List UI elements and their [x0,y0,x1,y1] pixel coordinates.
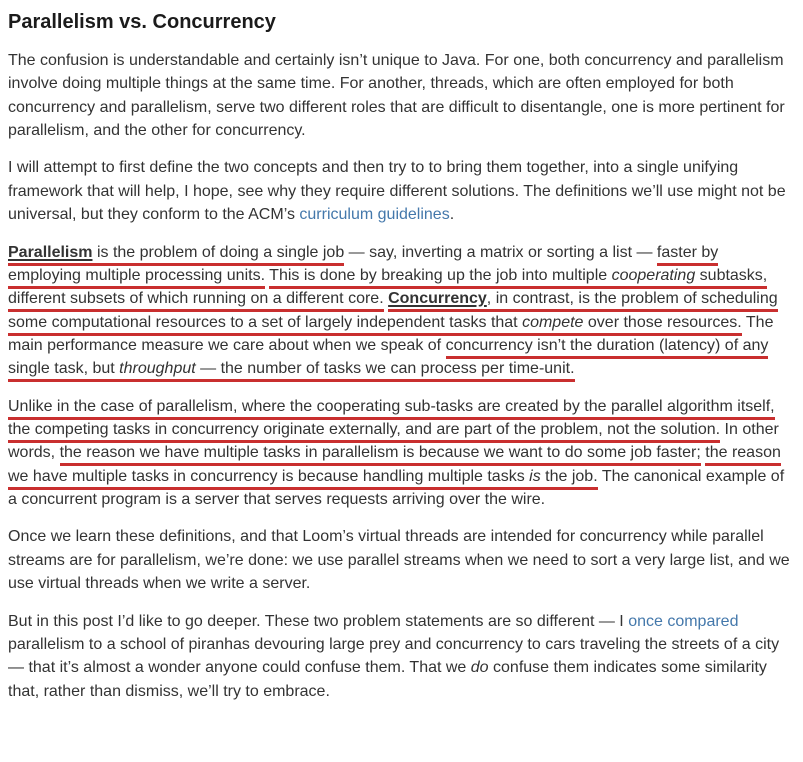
text-run: In other words, [8,421,779,462]
text-run: do [470,659,489,677]
text-run: . [449,206,455,224]
text-run: Once we learn these definitions, and that Loom’s virtual threads are intended for concurrency while parallel streams are for parallelism, we’re done: we use parallel streams when we need to sort a very large list, and we use virtual threads when we write a server. [8,528,790,593]
paragraph-1 [8,49,795,142]
text-run: cooperating [612,267,696,289]
paragraph-3 [8,241,795,381]
text-run: , in contrast, is the problem of scheduling some computational resources to a set of largely independent tasks that [8,290,778,335]
text-run: But in this post I’d like to go deeper. These two problem statements are so different — I [8,612,629,630]
text-run: — say, inverting a matrix or sorting a list — [344,243,657,261]
term-parallelism: Parallelism [8,244,93,266]
text-run: the reason we have multiple tasks in concurrency is because handling multiple tasks [8,444,781,489]
text-run: The canonical example of a concurrent program is a server that serves requests arriving over the wire. [8,467,785,509]
page-title: Parallelism vs. Concurrency [8,11,276,33]
link-once-compared[interactable]: once compared [628,612,739,630]
term-concurrency: Concurrency [388,290,487,312]
link-curriculum-guidelines[interactable]: curriculum guidelines [299,206,450,224]
text-run: is the problem of doing a single job [93,244,345,266]
text-run: This is done by breaking up the job into multiple [269,267,611,289]
text-run: is [529,468,541,490]
text-run: the job. [541,468,598,490]
text-run: The main performance measure we care about when we speak of [8,313,774,354]
text-run: subtasks, different subsets of which running on a different core. [8,267,767,312]
text-run: concurrency isn’t the duration (latency) of any single task, but [8,337,768,382]
text-run: I will attempt to first define the two concepts and then try to to bring them together, into a single unifying framework that will help, I hope, see why they require different solutions. The definitions we’ll use might not be universal, but they conform to the ACM’s [8,159,786,224]
text-run: faster by employing multiple processing units. [8,244,718,289]
text-run: over those resources. [583,314,741,336]
text-run: parallelism to a school of piranhas devouring large prey and concurrency to cars traveling the streets of a city — that it’s almost a wonder anyone could confuse them. That we [8,635,780,677]
text-run: the competing tasks in concurrency originate externally, and are part of the problem, not the solution. [8,421,720,443]
paragraph-6 [8,610,795,703]
text-run: — the number of tasks we can process per time-unit. [196,360,575,382]
text-run: confuse them indicates some similarity that, rather than dismiss, we’ll try to embrace. [8,659,767,700]
paragraph-4 [8,395,795,512]
text-run: throughput [119,360,196,382]
paragraph-2 [8,156,795,226]
article [8,10,795,703]
paragraph-5 [8,525,795,595]
text-run: the reason we have multiple tasks in parallelism is because we want to do some job faster; [60,444,701,466]
article-body [8,49,795,703]
text-run: The confusion is understandable and certainly isn’t unique to Java. For one, both concurrency and parallelism involve doing multiple things at the same time. For another, threads, which are often employed for both concurrency and parallelism, serve two different roles that are difficult to disentangle, one is more pertinent for parallelism, and the other for concurrency. [8,52,785,140]
text-run: Unlike in the case of parallelism, where the cooperating sub-tasks are created by the parallel algorithm itself, [8,398,775,420]
text-run: compete [522,314,583,336]
